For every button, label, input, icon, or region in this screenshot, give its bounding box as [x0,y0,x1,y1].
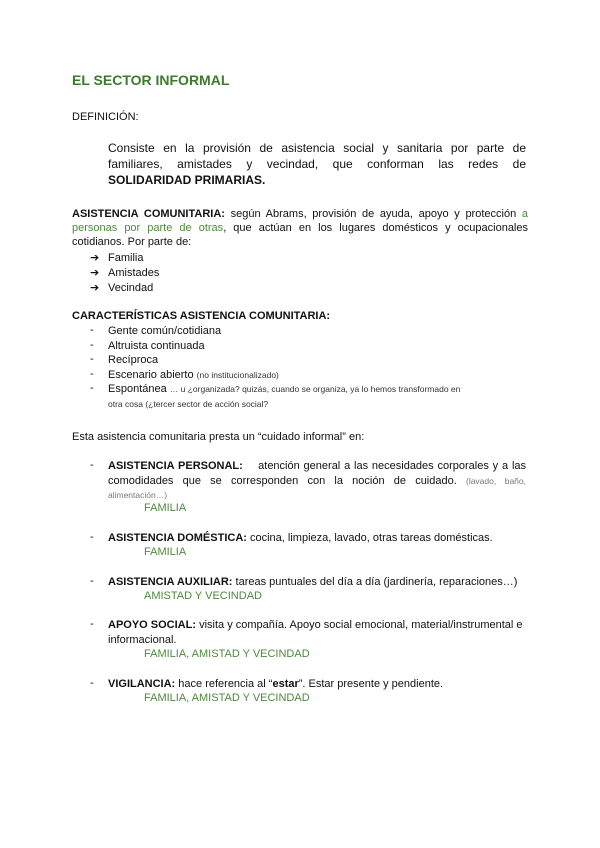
dash-bullet: - [90,677,94,689]
dash-bullet: - [90,368,94,380]
cuidado-line [108,677,443,692]
arrow-icon: ➔ [90,267,100,279]
cuidado-text: hace referencia al “ [175,678,273,690]
list-item-note: (no institucionalizado) [196,370,279,380]
dash-bullet: - [90,324,94,336]
list-item: Vecindad [108,282,154,294]
dash-bullet: - [90,353,94,365]
list-item: Familia [108,252,144,264]
cuidado-line [108,474,526,489]
cuidado-tag: FAMILIA [144,546,187,558]
cuidado-text-bold: estar [272,678,299,690]
definicion-line-2: familiares, amistades y vecindad, que conforman las redes de [108,157,526,171]
cuidado-note-cont: alimentación…) [108,490,168,500]
asistencia-heading: ASISTENCIA COMUNITARIA: [72,208,225,220]
dash-bullet: - [90,575,94,587]
cuidado-text: tareas puntuales del día a día (jardinería, reparaciones…) [232,576,518,588]
cuidado-line [108,459,526,474]
cuidado-tag: FAMILIA [144,502,187,514]
cuidado-text: ”. Estar presente y pendiente. [298,678,444,690]
asistencia-line-3: cotidianos. Por parte de: [72,236,192,248]
cuidado-text: visita y compañía. Apoyo social emocional, material/instrumental e [196,619,523,631]
cuidado-text: cocina, limpieza, lavado, otras tareas domésticas. [246,532,493,544]
dash-bullet: - [90,618,94,630]
cuidado-heading: APOYO SOCIAL: [108,619,197,631]
definicion-text [108,140,526,188]
asistencia-green-a: a [521,208,528,220]
arrow-icon: ➔ [90,282,100,294]
list-item: Recíproca [108,354,159,366]
list-item-text: Escenario abierto [108,369,197,381]
cuidado-heading: VIGILANCIA: [108,678,176,690]
cuidado-text: atención general a las necesidades corporales y a las [258,460,527,472]
list-item [108,382,528,397]
cuidado-line: informacional. [108,634,177,646]
dash-bullet: - [90,382,94,394]
asistencia-text-b: , que actúan en los lugares domésticos y ocupacionales [223,222,528,234]
list-item-note: … u ¿organizada? quizás, cuando se organiza, ya lo hemos transformado en [169,384,461,394]
cuidado-tag: FAMILIA, AMISTAD Y VECINDAD [144,692,310,704]
asistencia-green-b: personas por parte de otras [72,222,224,234]
dash-bullet: - [90,531,94,543]
list-item-text: Espontánea [108,383,170,395]
list-item [108,368,279,383]
cuidado-heading: ASISTENCIA AUXILIAR: [108,576,233,588]
list-item: Amistades [108,267,160,279]
list-item: Gente común/cotidiana [108,325,222,337]
cuidado-text: comodidades que se corresponden con la noción de cuidado. [108,475,457,487]
cuidado-line [108,575,517,590]
cuidado-line [108,531,493,546]
cuidado-tag: AMISTAD Y VECINDAD [144,590,262,602]
asistencia-line-2 [72,221,528,236]
page-title: EL SECTOR INFORMAL [72,72,230,88]
cuidado-note: (lavado, baño, [465,476,526,486]
definicion-line-1: Consiste en la provisión de asistencia social y sanitaria por parte de [108,141,526,155]
arrow-icon: ➔ [90,252,100,264]
cuidado-heading: ASISTENCIA DOMÉSTICA: [108,532,247,544]
dash-bullet: - [90,459,94,471]
cuidado-line [108,618,528,633]
cuidado-tag: FAMILIA, AMISTAD Y VECINDAD [144,648,310,660]
definicion-bold: SOLIDARIDAD PRIMARIAS. [108,173,266,187]
dash-bullet: - [90,339,94,351]
asistencia-text-a: según Abrams, provisión de ayuda, apoyo y protección [224,208,522,220]
caracteristicas-heading: CARACTERÍSTICAS ASISTENCIA COMUNITARIA: [72,310,331,322]
definicion-label: DEFINICIÓN: [72,111,139,123]
cuidado-heading: ASISTENCIA PERSONAL: [108,460,243,472]
list-item-note-cont: otra cosa (¿tercer sector de acción social? [108,399,269,409]
list-item: Altruista continuada [108,340,205,352]
cuidado-intro: Esta asistencia comunitaria presta un “cuidado informal” en: [72,431,365,443]
asistencia-line-1 [72,207,528,222]
